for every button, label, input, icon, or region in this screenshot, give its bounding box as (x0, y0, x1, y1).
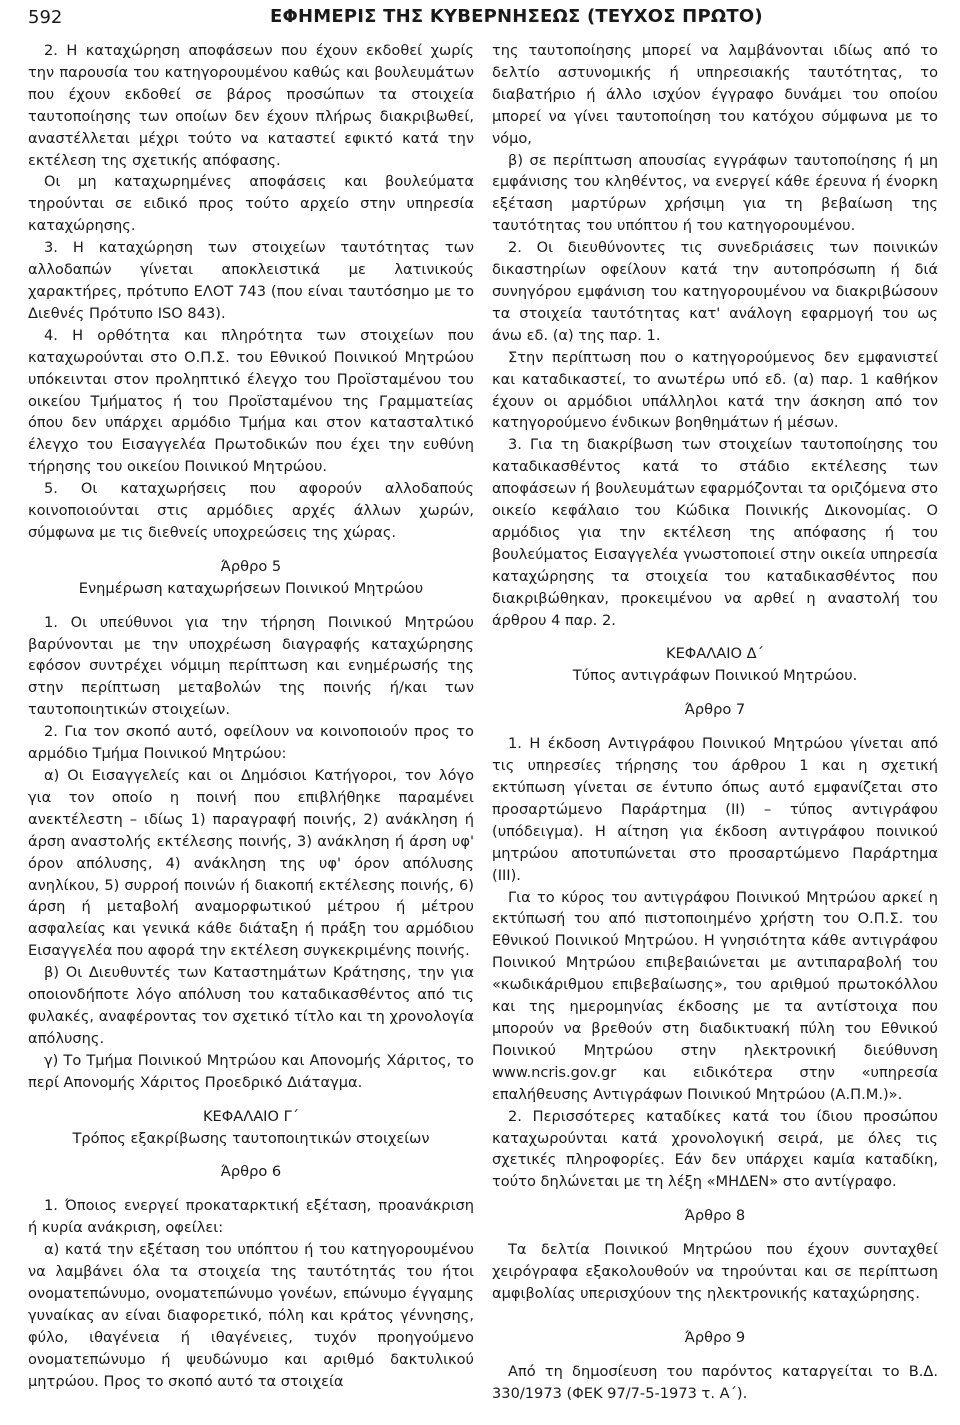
paragraph: α) κατά την εξέταση του υπόπτου ή του κατηγορουμένου να λαμβάνει όλα τα στοιχεία της ταυτότητάς του ήτοι ονοματεπώνυμο, ονοματεπώνυμο γονέων, επώνυμο έγγαμης γυναίκας αν είναι διαφορετικό, πόλη και κράτος γέννησης, φύλο, ιθαγένεια ή ιθαγένειες, τυχόν προηγούμενο ονοματεπώνυμο ή ψευδώνυμο και αριθμό δακτυλικού μητρώου. Προς το σκοπό αυτό τα στοιχεία (28, 1241, 474, 1390)
paragraph: β) Οι Διευθυντές των Καταστημάτων Κράτησης, την για οποιονδήποτε λόγο απόλυση του καταδικασθέντος από τις φυλακές, αναφέροντας τον σχετικό τίτλο και τη χρονολογία απόλυσης. (28, 964, 474, 1047)
paragraph: 3. Η καταχώρηση των στοιχείων ταυτότητας των αλλοδαπών γίνεται αποκλειστικά με λατινικούς χαρακτήρες, πρότυπο ΕΛΟΤ 743 (που είναι ταυτόσημο με το Διεθνές Πρότυπο ISO 843). (28, 239, 474, 322)
chapter-d-subtitle: Τύπος αντιγράφων Ποινικού Μητρώου. (572, 667, 858, 685)
paragraph: Οι μη καταχωρημένες αποφάσεις και βουλεύματα τηρούνται σε ειδικό προς τούτο αρχείο στην υπηρεσία καταχώρησης. (28, 173, 474, 235)
paragraph: 1. Όποιος ενεργεί προκαταρκτική εξέταση, προανάκριση ή κυρία ανάκριση, οφείλει: (28, 1197, 474, 1237)
page-number: 592 (28, 6, 63, 28)
paragraph: β) σε περίπτωση απουσίας εγγράφων ταυτοποίησης ή μη εμφάνισης του κληθέντος, να ενεργεί κάθε έρευνα ή ένορκη εξέταση μαρτύρων χρήσιμη για τη βεβαίωση της ταυτότητας του υπόπτου ή του κατηγορουμένου. (492, 151, 938, 235)
paragraph: 1. Η έκδοση Αντιγράφου Ποινικού Μητρώου γίνεται από τις υπηρεσίες τήρησης του άρθρου 1 και η σχετική εκτύπωση γίνεται σε έντυπο όπως αυτό εμφανίζεται στο προσαρτώμενο Παράρτημα (ΙΙ) – τύπος αντιγράφου (υπόδειγμα). Η αίτηση για έκδοση αντιγράφου ποινικού μητρώου αποτυπώνεται στο προσαρτώμενο Παράρτημα (ΙΙΙ). (492, 735, 938, 884)
article-9-title: Άρθρο 9 (684, 1328, 746, 1346)
paragraph: Από τη δημοσίευση του παρόντος καταργείται το Β.Δ. 330/1973 (ΦΕΚ 97/7-5-1973 τ. Α΄). (492, 1362, 938, 1402)
paragraph: Για το κύρος του αντιγράφου Ποινικού Μητρώου αρκεί η εκτύπωσή του από πιστοποιημένο χρήστη του Ο.Π.Σ. του Εθνικού Ποινικού Μητρώου. Η γνησιότητα κάθε αντιγράφου Ποινικού Μητρώου επιβεβαιώνεται με αντιπαραβολή του «κωδικάριθμου επιβεβαίωσης», του αριθμού πρωτοκόλλου και της ημερομηνίας έκδοσης με τα αντίστοιχα που μπορούν να βρεθούν στη διαδικτυακή πύλη του Εθνικού Ποινικού Μητρώου στην ηλεκτρονική διεύθυνση www.ncris.gov.gr και ειδικότερα στην «υπηρεσία επαλήθευσης Αντιγράφων Ποινικού Μητρώου (Α.Π.Μ.)». (492, 888, 938, 1103)
right-column (492, 40, 938, 1405)
paragraph: 2. Για τον σκοπό αυτό, οφείλουν να κοινοποιούν προς το αρμόδιο Τμήμα Ποινικού Μητρώου: (28, 723, 474, 763)
chapter-d-title: ΚΕΦΑΛΑΙΟ Δ΄ (666, 645, 764, 663)
article-5-subtitle: Ενημέρωση καταχωρήσεων Ποινικού Μητρώου (78, 579, 424, 597)
paragraph: 2. Η καταχώρηση αποφάσεων που έχουν εκδοθεί χωρίς την παρουσία του κατηγορουμένου καθώς και βουλευμάτων που έχουν εκδοθεί σε βάρος προσώπων τα στοιχεία ταυτοποίησης των οποίων δεν έχουν πλήρως διακριβωθεί, αναστέλλεται μέχρι τούτο να καταστεί εφικτό κατά την εκτέλεση της σχετικής απόφασης. (28, 42, 474, 169)
paragraph: Στην περίπτωση που ο κατηγορούμενος δεν εμφανιστεί και καταδικαστεί, το ανωτέρω υπό εδ. (α) παρ. 1 καθήκον έχουν οι αρμόδιοι υπάλληλοι κατά την άσκηση από τον κατηγορούμενο ένδικων βοηθημάτων ή μέσων. (492, 348, 938, 432)
left-column (28, 40, 474, 1392)
paragraph: 2. Οι διευθύνοντες τις συνεδριάσεις των ποινικών δικαστηρίων οφείλουν κατά την αυτοπρόσωπη ή διά συνηγόρου εμφάνιση του κατηγορουμένου να διακριβώσουν τα στοιχεία ταυτότητας κατ' ανάλογη εφαρμογή του ως άνω εδ. (α) της παρ. 1. (492, 239, 938, 344)
paragraph: 5. Οι καταχωρήσεις που αφορούν αλλοδαπούς κοινοποιούνται στις αρμόδιες αρχές άλλων χωρών, σύμφωνα με τις διεθνείς υποχρεώσεις της χώρας. (28, 480, 474, 541)
paragraph: της ταυτοποίησης μπορεί να λαμβάνονται ιδίως από το δελτίο αστυνομικής ή υπηρεσιακής ταυτότητας, το διαβατήριο ή άλλο ισχύον έγγραφο δυνάμει του οποίου μπορεί να γίνει ταυτοποίηση του κατόχου σύμφωνα με το νόμο, (492, 42, 938, 147)
paragraph: γ) Το Τμήμα Ποινικού Μητρώου και Απονομής Χάριτος, το περί Απονομής Χάριτος Προεδρικό Διάταγμα. (28, 1051, 474, 1091)
chapter-c-title: ΚΕΦΑΛΑΙΟ Γ΄ (202, 1107, 300, 1125)
paragraph: 4. Η ορθότητα και πληρότητα των στοιχείων που καταχωρούνται στο Ο.Π.Σ. του Εθνικού Ποινικού Μητρώου υπόκεινται στον προληπτικό έλεγχο του Προϊσταμένου του οικείου Τμήματος ή του Προϊσταμένου της Γραμματείας όπου δεν υπάρχει αρμόδιο Τμήμα και στον κατασταλτικό έλεγχο του Εισαγγελέα Πρωτοδικών που έχει την ευθύνη τήρησης του οικείου Ποινικού Μητρώου. (28, 326, 474, 476)
paragraph: 2. Περισσότερες καταδίκες κατά του ίδιου προσώπου καταχωρούνται κατά χρονολογική σειρά, με όλες τις σχετικές πληροφορίες. Εάν δεν υπάρχει καμία καταδίκη, τούτο δηλώνεται με τη λέξη «ΜΗΔΕΝ» στο αντίγραφο. (492, 1107, 938, 1191)
article-6-title: Άρθρο 6 (220, 1163, 282, 1181)
article-7-title: Άρθρο 7 (684, 701, 746, 719)
article-5-title: Άρθρο 5 (220, 557, 282, 575)
paragraph: 1. Οι υπεύθυνοι για την τήρηση Ποινικού Μητρώου βαρύνονται με την υποχρέωση διαγραφής καταχώρησης εφόσον συντρέχει νόμιμη περίπτωση και ενημέρωσής της στην περίπτωση μεταβολών της ποινής ή/και των ταυτοποιητικών στοιχείων. (28, 613, 474, 719)
paragraph: 3. Για τη διακρίβωση των στοιχείων ταυτοποίησης του καταδικασθέντος κατά το στάδιο εκτέλεσης των αποφάσεων ή βουλευμάτων εφαρμόζονται τα οριζόμενα στο οικείο κεφάλαιο του Κώδικα Ποινικής Δικονομίας. Ο αρμόδιος για την εκτέλεση της απόφασης ή του βουλεύματος Εισαγγελέα γνωστοποιεί στην οικεία υπηρεσία καταχώρησης τα στοιχεία του καταδικασθέντος που διακριβώθηκαν, προκειμένου να αρθεί η αναστολή του άρθρου 4 παρ. 2. (492, 436, 938, 629)
paragraph: Τα δελτία Ποινικού Μητρώου που έχουν συνταχθεί χειρόγραφα εξακολουθούν να τηρούνται και σε περίπτωση αμφιβολίας υπερισχύουν της ηλεκτρονικής καταχώρησης. (492, 1241, 938, 1302)
page-header (28, 0, 942, 34)
gazette-title: ΕΦΗΜΕΡΙΣ ΤΗΣ ΚΥΒΕΡΝΗΣΕΩΣ (ΤΕΥΧΟΣ ΠΡΩΤΟ) (270, 6, 763, 27)
paragraph: α) Οι Εισαγγελείς και οι Δημόσιοι Κατήγοροι, τον λόγο για τον οποίο η ποινή που επιβλήθηκε παραμένει ανεκτέλεστη – ιδίως 1) παραγραφή ποινής, 2) ανάκληση ή άρση αναστολής εκτέλεσης ποινής, 3) ανάκληση ή άρση υφ' όρον απόλυσης, 4) ανάκληση της υφ' όρον απόλυσης ανηλίκου, 5) συρροή ποινών ή διακοπή εκτέλεσης ποινής, 6) άρση ή μεταβολή αναμορφωτικού μέτρου ή μέτρου ασφαλείας και γενικά κάθε διάταξη ή πράξη του αρμόδιου Εισαγγελέα που αφορά την εκτέλεση συγκεκριμένης ποινής. (28, 767, 474, 960)
article-8-title: Άρθρο 8 (684, 1207, 746, 1225)
chapter-c-subtitle: Τρόπος εξακρίβωσης ταυτοποιητικών στοιχείων (72, 1129, 430, 1147)
